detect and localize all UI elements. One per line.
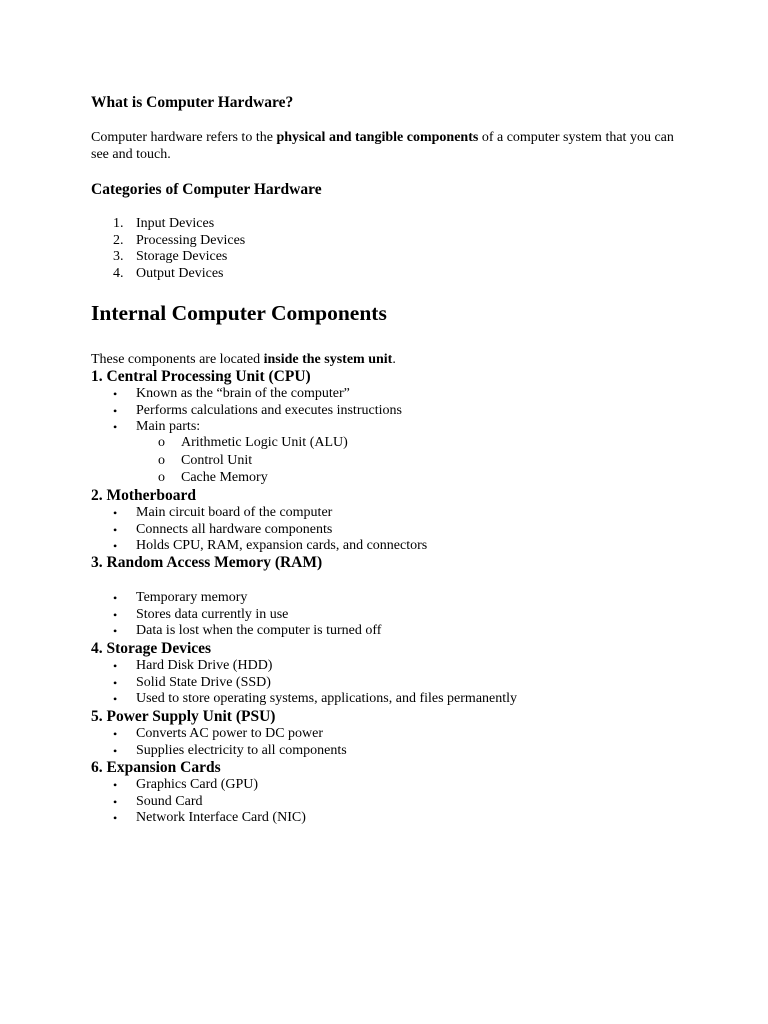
section-heading-storage: 4. Storage Devices xyxy=(91,640,212,657)
list-number: 1. xyxy=(113,216,124,231)
bullet-glyph: • xyxy=(113,727,118,741)
list-item-label: Storage Devices xyxy=(136,249,228,264)
bullet-glyph: • xyxy=(113,743,118,758)
sub-bullet-text: Control Unit xyxy=(181,452,253,468)
sub-bullet-glyph: o xyxy=(158,452,165,468)
bullet-text: Known as the “brain of the computer” xyxy=(136,386,350,401)
bullet-glyph: • xyxy=(113,692,118,707)
bullet-glyph: • xyxy=(113,539,118,554)
bullet-text: Network Interface Card (NIC) xyxy=(136,810,306,826)
sub-bullet-glyph: o xyxy=(158,470,165,486)
bullet-text: Hard Disk Drive (HDD) xyxy=(136,658,273,673)
bullet-text: Supplies electricity to all components xyxy=(136,742,347,758)
list-number: 4. xyxy=(113,265,124,281)
bullet-glyph: • xyxy=(113,506,118,520)
sub-bullet-text: Cache Memory xyxy=(181,470,268,486)
internal-lead xyxy=(91,351,396,368)
bullet-text: Main parts: xyxy=(136,419,201,435)
bullet-text: Stores data currently in use xyxy=(136,606,289,622)
bullet-text: Used to store operating systems, applications, and files permanently xyxy=(136,691,518,707)
bullet-glyph: • xyxy=(113,659,118,673)
bullet-glyph: • xyxy=(113,522,118,537)
lead-text-start: These components are located xyxy=(91,352,264,367)
bullet-text: Performs calculations and executes instructions xyxy=(136,402,402,418)
bullet-text: Graphics Card (GPU) xyxy=(136,777,259,792)
bullet-glyph: • xyxy=(113,811,118,826)
bullet-glyph: • xyxy=(113,778,118,792)
section-heading-cpu: 1. Central Processing Unit (CPU) xyxy=(91,368,311,385)
bullet-text: Main circuit board of the computer xyxy=(136,505,333,520)
list-item-label: Processing Devices xyxy=(136,232,246,248)
internal-title: Internal Computer Components xyxy=(91,301,387,325)
bullet-glyph: • xyxy=(113,794,118,809)
bullet-glyph: • xyxy=(113,591,118,605)
bullet-text: Holds CPU, RAM, expansion cards, and connectors xyxy=(136,538,428,554)
list-number: 3. xyxy=(113,249,124,264)
bullet-glyph: • xyxy=(113,387,118,401)
bullet-text: Data is lost when the computer is turned off xyxy=(136,623,382,639)
section-heading-expansion: 6. Expansion Cards xyxy=(91,759,221,776)
bullet-text: Connects all hardware components xyxy=(136,521,333,537)
list-item-label: Input Devices xyxy=(136,216,215,231)
bullet-glyph: • xyxy=(113,420,118,435)
bullet-glyph: • xyxy=(113,607,118,622)
bullet-text: Converts AC power to DC power xyxy=(136,726,324,741)
sub-bullet-text: Arithmetic Logic Unit (ALU) xyxy=(181,435,348,450)
list-item-label: Output Devices xyxy=(136,265,224,281)
bullet-text: Temporary memory xyxy=(136,590,248,605)
intro-text-start: Computer hardware refers to the xyxy=(91,130,277,145)
intro-text-bold: physical and tangible components xyxy=(276,130,479,145)
intro-paragraph xyxy=(91,129,681,163)
bullet-glyph: • xyxy=(113,675,118,690)
intro-heading: What is Computer Hardware? xyxy=(91,94,294,111)
section-heading-motherboard: 2. Motherboard xyxy=(91,487,197,504)
list-number: 2. xyxy=(113,232,124,248)
bullet-glyph: • xyxy=(113,403,118,418)
intro-text-end: of a computer system that you can see and touch. xyxy=(91,130,674,162)
categories-heading: Categories of Computer Hardware xyxy=(91,181,322,198)
lead-text-end: . xyxy=(392,352,396,367)
bullet-glyph: • xyxy=(113,624,118,639)
bullet-text: Sound Card xyxy=(136,793,203,809)
lead-text-bold: inside the system unit xyxy=(263,352,393,367)
section-heading-ram: 3. Random Access Memory (RAM) xyxy=(91,554,323,571)
sub-bullet-glyph: o xyxy=(158,435,165,450)
bullet-text: Solid State Drive (SSD) xyxy=(136,674,271,690)
section-heading-psu: 5. Power Supply Unit (PSU) xyxy=(91,708,276,725)
